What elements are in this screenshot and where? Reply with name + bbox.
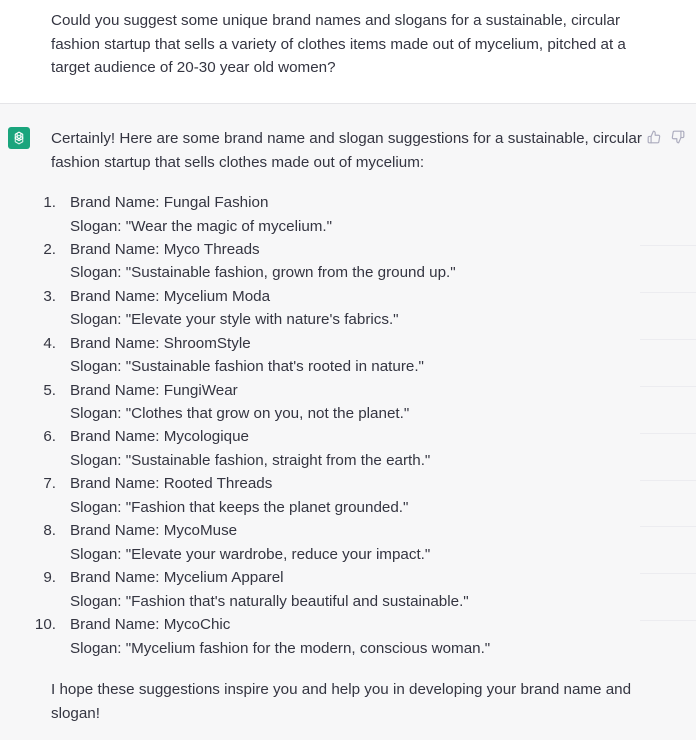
slogan: Slogan: "Elevate your wardrobe, reduce your impact." [70,545,431,563]
thumbs-down-icon [671,130,685,144]
list-item [0,472,696,519]
item-number: 2. [43,240,56,258]
brand-name: Brand Name: ShroomStyle [70,334,251,352]
slogan: Slogan: "Fashion that's naturally beautiful and sustainable." [70,592,469,610]
brand-name: Brand Name: Myco Threads [70,240,260,258]
brand-name: Brand Name: Mycologique [70,428,249,446]
assistant-intro: Certainly! Here are some brand name and slogan suggestions for a sustainable, circular fashion startup that sells clothes made out of mycelium: [51,130,642,171]
user-message-text: Could you suggest some unique brand names and slogans for a sustainable, circular fashion startup that sells a variety of clothes items made out of mycelium, pitched at a target audience of 20-30 year old women? [51,12,626,76]
list-item [0,191,696,238]
brand-name: Brand Name: MycoMuse [70,522,238,540]
brand-name: Brand Name: Rooted Threads [70,475,273,493]
list-item [0,519,696,566]
item-number: 4. [43,334,56,352]
brand-name: Brand Name: MycoChic [70,616,231,634]
suggestion-list [0,191,696,660]
list-item [0,566,696,613]
list-item [0,285,696,332]
item-number: 5. [43,381,56,399]
slogan: Slogan: "Mycelium fashion for the modern, conscious woman." [70,639,491,657]
slogan: Slogan: "Fashion that keeps the planet grounded." [70,498,409,516]
list-item [0,332,696,379]
item-number: 1. [43,194,56,211]
brand-name: Brand Name: Fungal Fashion [70,194,269,211]
brand-name: Brand Name: FungiWear [70,381,238,399]
item-number: 8. [43,522,56,540]
slogan: Slogan: "Sustainable fashion that's rooted in nature." [70,358,424,376]
item-number: 10. [34,616,56,634]
slogan: Slogan: "Sustainable fashion, straight from the earth." [70,451,431,469]
slogan: Slogan: "Clothes that grow on you, not the planet." [70,405,410,423]
item-number: 9. [43,569,56,587]
slogan: Slogan: "Wear the magic of mycelium." [70,217,333,235]
list-item [0,613,696,660]
brand-name: Brand Name: Mycelium Moda [70,287,271,305]
list-item [0,379,696,426]
item-number: 6. [43,428,56,446]
openai-logo-icon [8,127,30,149]
brand-name: Brand Name: Mycelium Apparel [70,569,284,587]
slogan: Slogan: "Sustainable fashion, grown from the ground up." [70,264,456,282]
thumbs-up-button[interactable] [646,129,662,145]
user-message [0,0,696,104]
assistant-outro: I hope these suggestions inspire you and help you in developing your brand name and slogan! [51,681,632,722]
item-number: 7. [43,475,56,493]
thumbs-up-icon [647,130,661,144]
list-item [0,425,696,472]
thumbs-down-button[interactable] [670,129,686,145]
list-item [0,238,696,285]
item-number: 3. [43,287,56,305]
slogan: Slogan: "Elevate your style with nature's fabrics." [70,311,399,329]
